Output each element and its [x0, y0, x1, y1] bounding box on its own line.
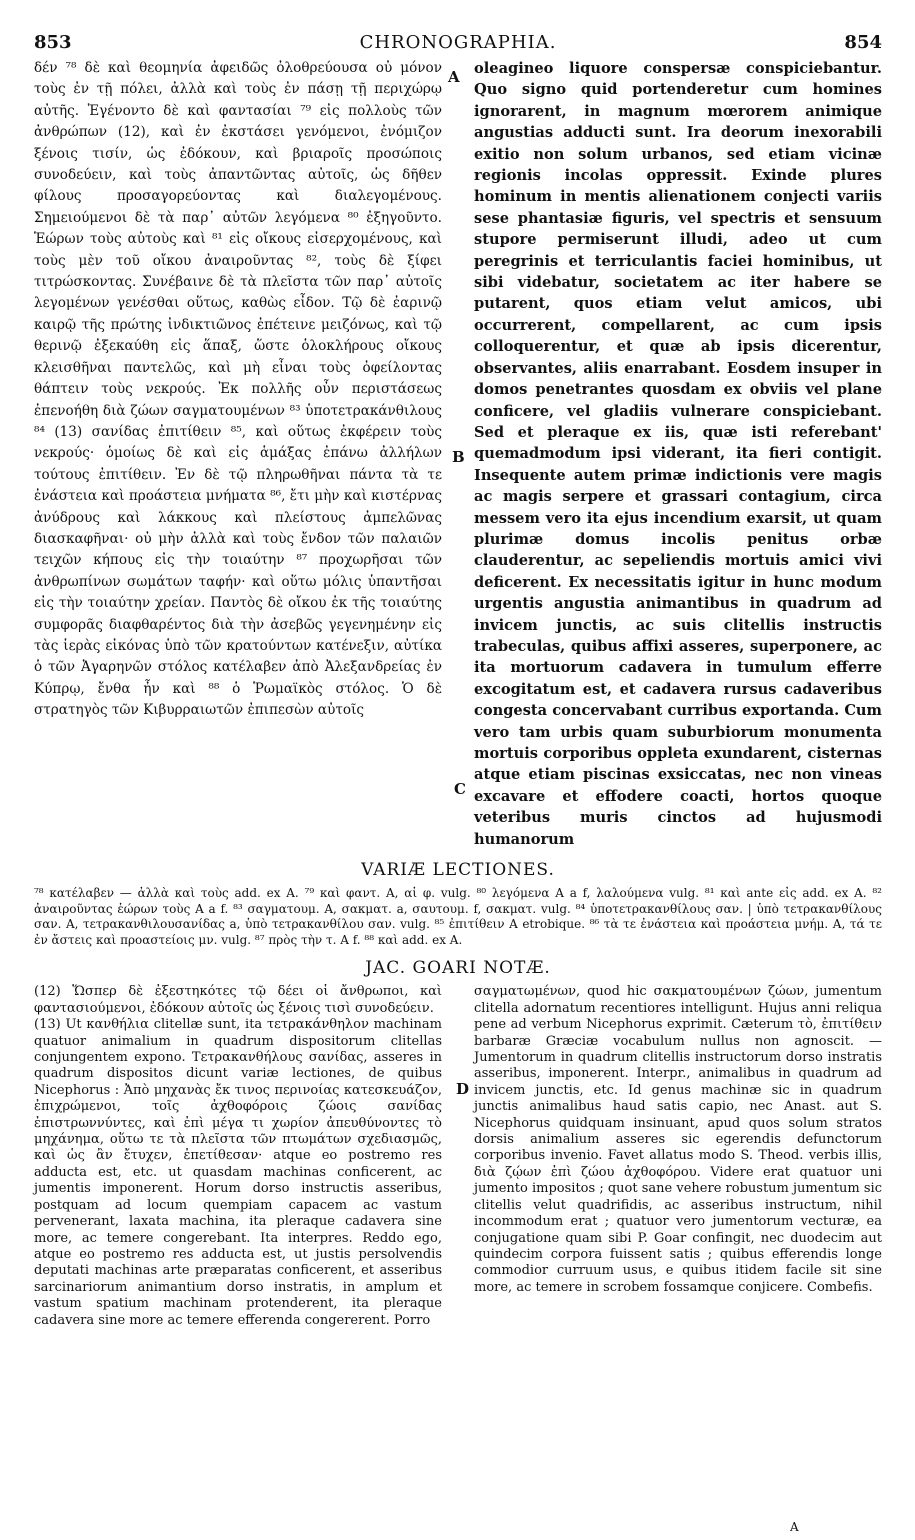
note-13-continued: σαγματωμένων, quod hic σακματουμένων ζώων, jumentum clitella adornatum recentiores intelligunt. Hujus anni reliqua pene ad verbum Nicephorus exprimit. Cæterum τὸ, ἐπιτίθειν barbaræ Græciæ vocabulum nullus non agnoscit. — Jumentorum in quadrum clitellis instructorum dorso instratis asseribus, imponerent. Interpr., animalibus in quadrum ad invicem junctis, etc. Id genus machinæ sic in quadrum junctis animalibus haud satis capio, nec Anast. aut S. Nicephorus quidquam insinuant, apud quos solum stratos dorsis animalium asseres sic egerendis defunctorum corporibus invenio. Favet allatus modo S. Theod. verbis illis, διὰ ζῴων ἐπὶ ζώου ἀχθοφόρου. Videre erat quatuor uni jumento impositos ; quot sane vehere robustum jumentum sic clitellis velut quadrifidis, ac asseribus instructum, nihil incommodum erat ; quatuor vero jumentorum vecturæ, ea conjugatione quam sibi P. Goar confingit, nec duodecim aut quindecim corpora fuissent satis ; quibus efferendis longe commodior curruum usus, e quibus itidem facile sit sine more, ac temere in scrobem fossamque conjicere. Combefis.: [474, 984, 882, 1295]
margin-marker-d: D: [456, 1080, 470, 1099]
notes-columns: [34, 984, 882, 1329]
notes-title: JAC. GOARI NOTÆ.: [365, 958, 551, 979]
footer-mark: A: [790, 1520, 799, 1534]
margin-marker-a: A: [448, 68, 460, 86]
latin-text: oleagineo liquore conspersæ conspiciebantur. Quo signo quid portenderetur cum homines ignorarent, in magnum mœrorem animique angustias adducti sunt. Ira deorum inexorabili exitio non solum urbanos, sed etiam vicinæ regionis incolas oppressit. Exinde plures hominum in mentis alienationem conjecti variis sese phantasiæ figuris, vel spectris et sensuum stupore permiserunt illudi, adeo ut cum peregrinis et terriculantis faciei hominibus, ut sibi videbatur, societatem ac iter habere se putarent, quos etiam velut amicos, ubi occurrerent, compellarent, ac cum ipsis colloquerentur, et quæ ab ipsis dicerentur, observantes, aliis enarrabant. Eosdem insuper in domos penetrantes quosdam ex obviis vel plane conficere, vel gladiis vulnerare conspiciebant. Sed et pleraque ex iis, quæ isti referebant' quemadmodum ipsi viderant, ita fieri contigit. Insequente autem primæ indictionis vere magis ac magis serpere et grassari contagium, circa messem vero ita ejus incendium exarsit, ut quam plurimæ domus incolis penitus orbæ clauderentur, ac sepeliendis mortuis amici vivi deficerent. Ex necessitatis igitur in hunc modum urgentis angustia animantibus in quadrum ad invicem junctis, ac suis clitellis instructis trabeculas, quibus affixi asseres, superponere, ac ita mortuorum cadavera in tumulum efferre excogitatum est, et cadavera rursus cadaveribus congesta concervabant curribus exportanda. Cum vero tam urbis quam suburbiorum monumenta mortuis corporibus oppleta exundarent, cisternas atque etiam piscinas exsiccatas, nec non vineas excavare et effodere coacti, hortos quoque veteribus muris cinctos ad hujusmodi humanorum: [474, 60, 882, 848]
greek-column: [34, 58, 442, 850]
latin-column: [474, 58, 882, 850]
note-13: (13) Ut κανθήλια clitellæ sunt, ita τετρακάνθηλον machinam quatuor animalium in quadrum dispositorum clitellas conjungentem exponο. Τετρακανθήλους σανίδας, asseres in quadrum dispositos dicunt variæ lectiones, de quibus Nicephorus : Ἀπὸ μηχανὰς ἔκ τινος περινοίας κατεσκευάζον, ἐπιχρώμενοι, τοῖς ἀχθοφόροις ζώοις σανίδας ἐπιστρωννύντες, καὶ ἐπὶ μέγα τι χωρίον ἀπευθύνοντες τὸ μηχάνημα, οὕτω τε τὰ πλεῖστα τῶν πτωμάτων σχεδιασμῶς, καὶ ὡς ἂν ἔτυχεν, ἐπετίθεσαν· atque eo postremo res adducta est, etc. ut quasdam machinas conficerent, ac jumentis imponerent. Horum dorso instructis asseribus, postquam ad locum quempiam capacem ac vastum pervenerant, laxata machina, ita pleraque cadavera sine more, ac temere congerebant. Ita interpres. Reddo ego, atque eo postremo res adducta est, ut justis persolvendis deputati machinas arte præparatas conficerent, et asseribus sarcinariorum animantium dorso instratis, in amplum et vastum spatium machinam protenderent, ita pleraque cadavera sine more ac temere efferenda congererent. Porro: [34, 1017, 442, 1328]
main-text-columns: [34, 58, 882, 850]
variae-lectiones: [34, 860, 882, 948]
margin-marker-c: C: [454, 780, 466, 798]
book-page: [34, 30, 882, 1520]
running-title: CHRONOGRAPHIA.: [359, 32, 557, 53]
variae-title: VARIÆ LECTIONES.: [361, 860, 555, 881]
page-number-right: 854: [844, 32, 882, 53]
goar-notes: [34, 958, 882, 1329]
page-header: [34, 30, 882, 54]
greek-text: δέν ⁷⁸ δὲ καὶ θεομηνία ἀφειδῶς ὀλοθρεύουσα οὐ μόνον τοὺς ἐν τῇ πόλει, ἀλλὰ καὶ τοὺς ἐν πάσῃ τῇ περιχώρῳ αὐτῆς. Ἐγένοντο δὲ καὶ φαντασίαι ⁷⁹ εἰς πολλοὺς τῶν ἀνθρώπων (12), καὶ ἐν ἐκστάσει γενόμενοι, ἐνόμιζον ξένοις τισίν, ὡς ἐδόκουν, καὶ βριαροῖς προσώποις συνοδεύειν, καὶ τοὺς ἀπαντῶντας αὐτοῖς, ὡς δῆθεν φίλους προσαγορεύοντας καὶ διαλεγομένους. Σημειούμενοι δὲ τὰ παρ᾽ αὐτῶν λεγόμενα ⁸⁰ ἐξηγοῦντο. Ἑώρων τοὺς αὐτοὺς καὶ ⁸¹ εἰς οἴκους εἰσερχομένους, καὶ τοὺς μὲν τοῦ οἴκου ἀναιροῦντας ⁸², τοὺς δὲ ξίφει τιτρώσκοντας. Συνέβαινε δὲ τὰ πλεῖστα τῶν παρ᾽ αὐτοῖς λεγομένων γενέσθαι οὕτως, καθὼς εἶδον. Τῷ δὲ ἐαρινῷ καιρῷ τῆς πρώτης ἰνδικτιῶνος ἐπέτεινε μειζόνως, καὶ τῷ θερινῷ ἐξεκαύθη εἰς ἅπαξ, ὥστε ὁλοκλήρους οἴκους κλεισθῆναι παντελῶς, καὶ μὴ εἶναι τοὺς ὀφείλοντας θάπτειν τοὺς νεκρούς. Ἐκ πολλῆς οὖν περιστάσεως ἐπενοήθη διὰ ζώων σαγματουμένων ⁸³ ὑποτετρακάνθιλους ⁸⁴ (13) σανίδας ἐπιτίθειν ⁸⁵, καὶ οὕτως ἐκφέρειν τοὺς νεκρούς· ὁμοίως δὲ καὶ εἰς ἁμάξας ἐπάνω ἀλλήλων τούτους ἐπιτίθειν. Ἐν δὲ τῷ πληρωθῆναι πάντα τὰ τε ἐνάστεια καὶ προάστεια μνήματα ⁸⁶, ἔτι μὴν καὶ κιστέρνας ἀνύδρους καὶ λάκκους καὶ πλείστους ἀμπελῶνας διασκαφῆναι· οὐ μὴν ἀλλὰ καὶ τοὺς ἔνδον τῶν παλαιῶν τειχῶν κήπους εἰς τὴν τοιαύτην ⁸⁷ προχωρῆσαι τῶν ἀνθρωπίνων σωμάτων ταφήν· καὶ οὕτω μόλις ὑπαντῆσαι εἰς τὴν τοιαύτην χρείαν. Παντὸς δὲ οἴκου ἐκ τῆς τοιαύτης συμφορᾶς διαφθαρέντος διὰ τὴν ἀσεβῶς γεγενημένην εἰς τὰς ἱερὰς εἰκόνας ὑπὸ τῶν κρατούντων κατένεξιν, αὐτίκα ὁ τῶν Ἀγαρηνῶν στόλος κατέλαβεν ἀπὸ Ἀλεξανδρείας ἐν Κύπρῳ, ἔνθα ἦν καὶ ⁸⁸ ὁ Ῥωμαϊκὸς στόλος. Ὁ δὲ στρατηγὸς τῶν Κιβυρραιωτῶν ἐπιπεσὼν αὐτοῖς: [34, 60, 442, 719]
page-number-left: 853: [34, 32, 72, 53]
variae-text: ⁷⁸ κατέλαβεν — ἀλλὰ καὶ τοὺς add. ex A. ⁷⁹ καὶ φαντ. A, αἱ φ. vulg. ⁸⁰ λεγόμενα A a f, λαλούμενα vulg. ⁸¹ καὶ ante εἰς add. ex A. ⁸² ἀναιροῦντας ἑώρων τοὺς A a f. ⁸³ σαγματουμ. A, σακματ. a, σαυτουμ. f, σακματ. vulg. ⁸⁴ ὑποτετρακανθίλους σαν. | ὑπὸ τετρακανθίλους σαν. A, τετρακανθιλουσανίδας a, ὑπὸ τετρακανθίλου σαν. vulg. ⁸⁵ ἐπιτίθειν A etrobique. ⁸⁶ τὰ τε ἐνάστεια καὶ προάστεια μνήμ. A, τά τε ἐν ἄστεις καὶ προαστείοις μν. vulg. ⁸⁷ πρὸς τὴν τ. A f. ⁸⁸ καὶ add. ex A.: [34, 886, 882, 947]
notes-left-column: [34, 984, 442, 1329]
margin-marker-b: B: [452, 448, 465, 466]
notes-right-column: [474, 984, 882, 1329]
note-12: (12) Ὥσπερ δὲ ἐξεστηκότες τῷ δέει οἱ ἄνθρωποι, καὶ φαντασιούμενοι, ἐδόκουν αὐτοῖς ὡς ξένοις τισὶ συνοδεύειν.: [34, 984, 442, 1016]
